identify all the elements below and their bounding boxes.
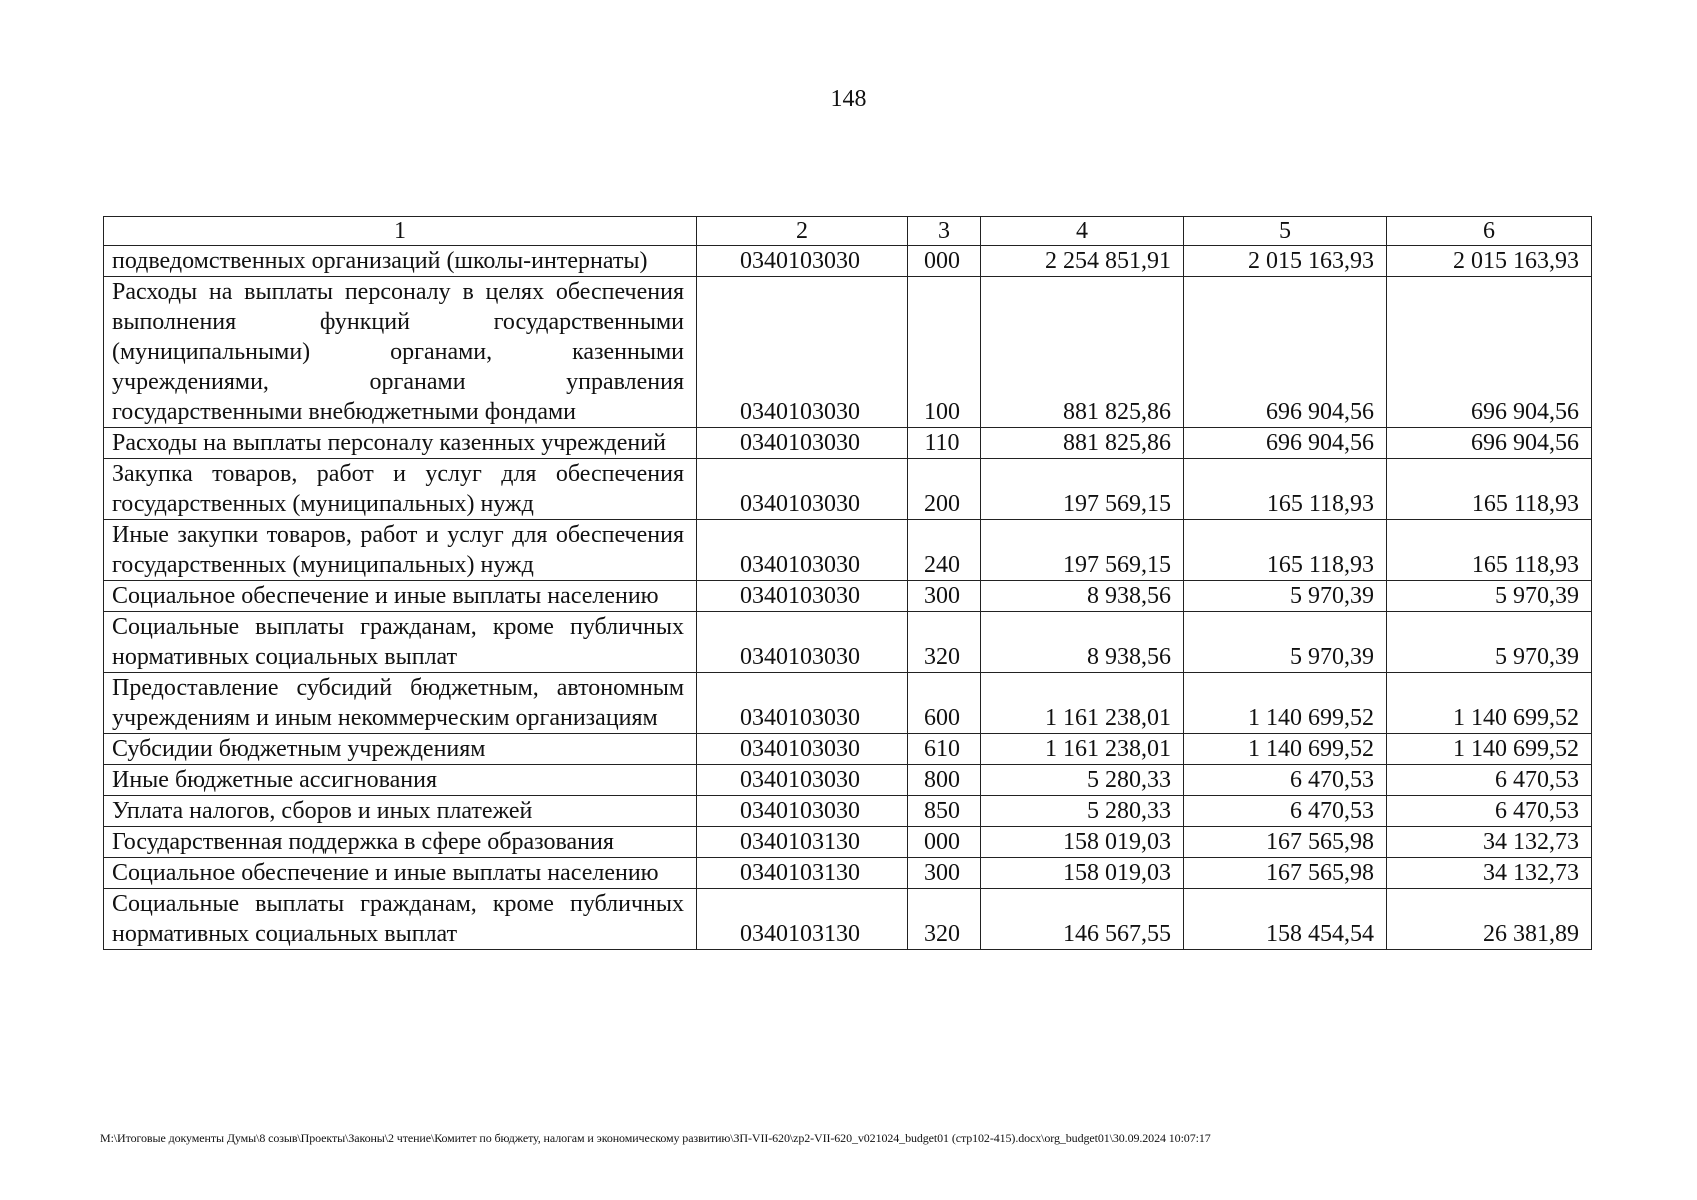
row-name: Социальное обеспечение и иные выплаты населению (104, 581, 697, 612)
row-value-col4: 158 019,03 (981, 858, 1184, 889)
table-row (104, 889, 1592, 950)
row-value-col5: 165 118,93 (1184, 459, 1387, 520)
row-expense-type: 610 (908, 734, 981, 765)
column-header-3: 3 (908, 217, 981, 246)
row-value-col6: 2 015 163,93 (1387, 246, 1592, 277)
row-value-col6: 5 970,39 (1387, 581, 1592, 612)
row-expense-type: 200 (908, 459, 981, 520)
table-row (104, 277, 1592, 428)
row-name: Иные закупки товаров, работ и услуг для обеспечения государственных (муниципальных) нужд (104, 520, 697, 581)
row-value-col4: 8 938,56 (981, 612, 1184, 673)
row-code: 0340103030 (697, 673, 908, 734)
row-expense-type: 850 (908, 796, 981, 827)
row-value-col5: 158 454,54 (1184, 889, 1387, 950)
row-code: 0340103130 (697, 889, 908, 950)
row-code: 0340103030 (697, 796, 908, 827)
row-value-col6: 696 904,56 (1387, 428, 1592, 459)
row-value-col5: 167 565,98 (1184, 858, 1387, 889)
row-code: 0340103130 (697, 858, 908, 889)
table-row (104, 827, 1592, 858)
table-row (104, 858, 1592, 889)
column-header-5: 5 (1184, 217, 1387, 246)
row-value-col6: 1 140 699,52 (1387, 734, 1592, 765)
row-value-col5: 2 015 163,93 (1184, 246, 1387, 277)
row-expense-type: 600 (908, 673, 981, 734)
column-header-1: 1 (104, 217, 697, 246)
row-name: Субсидии бюджетным учреждениям (104, 734, 697, 765)
row-code: 0340103030 (697, 277, 908, 428)
table-row (104, 459, 1592, 520)
row-value-col5: 165 118,93 (1184, 520, 1387, 581)
row-name: Расходы на выплаты персоналу в целях обеспечения выполнения функций государственными (муниципальными) органами, казенными учреждениями, органами управления государственными внебюджетными фондами (104, 277, 697, 428)
row-code: 0340103130 (697, 827, 908, 858)
row-value-col5: 5 970,39 (1184, 581, 1387, 612)
row-code: 0340103030 (697, 246, 908, 277)
row-value-col4: 146 567,55 (981, 889, 1184, 950)
table-row (104, 734, 1592, 765)
row-expense-type: 240 (908, 520, 981, 581)
row-expense-type: 320 (908, 889, 981, 950)
row-value-col4: 5 280,33 (981, 765, 1184, 796)
row-value-col4: 158 019,03 (981, 827, 1184, 858)
budget-table (103, 216, 1592, 950)
page-number: 148 (830, 86, 867, 112)
row-value-col6: 34 132,73 (1387, 827, 1592, 858)
row-name: Иные бюджетные ассигнования (104, 765, 697, 796)
row-name: Уплата налогов, сборов и иных платежей (104, 796, 697, 827)
table-row (104, 581, 1592, 612)
row-value-col4: 5 280,33 (981, 796, 1184, 827)
table-row (104, 246, 1592, 277)
table-row (104, 796, 1592, 827)
row-name: Социальные выплаты гражданам, кроме публичных нормативных социальных выплат (104, 612, 697, 673)
row-value-col6: 696 904,56 (1387, 277, 1592, 428)
row-code: 0340103030 (697, 428, 908, 459)
row-value-col5: 696 904,56 (1184, 277, 1387, 428)
row-name: подведомственных организаций (школы-интернаты) (104, 246, 697, 277)
row-expense-type: 800 (908, 765, 981, 796)
table-row (104, 520, 1592, 581)
table-row (104, 612, 1592, 673)
row-value-col5: 1 140 699,52 (1184, 734, 1387, 765)
row-value-col4: 881 825,86 (981, 277, 1184, 428)
table-row (104, 673, 1592, 734)
row-value-col4: 1 161 238,01 (981, 673, 1184, 734)
column-header-4: 4 (981, 217, 1184, 246)
row-value-col5: 6 470,53 (1184, 796, 1387, 827)
row-value-col5: 6 470,53 (1184, 765, 1387, 796)
row-value-col6: 5 970,39 (1387, 612, 1592, 673)
table-row (104, 428, 1592, 459)
row-value-col6: 165 118,93 (1387, 459, 1592, 520)
row-expense-type: 300 (908, 581, 981, 612)
row-name: Расходы на выплаты персоналу казенных учреждений (104, 428, 697, 459)
row-value-col4: 2 254 851,91 (981, 246, 1184, 277)
row-expense-type: 000 (908, 246, 981, 277)
row-value-col5: 5 970,39 (1184, 612, 1387, 673)
row-name: Государственная поддержка в сфере образования (104, 827, 697, 858)
row-code: 0340103030 (697, 520, 908, 581)
row-value-col4: 1 161 238,01 (981, 734, 1184, 765)
row-expense-type: 320 (908, 612, 981, 673)
row-value-col6: 165 118,93 (1387, 520, 1592, 581)
row-value-col4: 197 569,15 (981, 520, 1184, 581)
row-expense-type: 100 (908, 277, 981, 428)
row-name: Социальные выплаты гражданам, кроме публичных нормативных социальных выплат (104, 889, 697, 950)
row-name: Социальное обеспечение и иные выплаты населению (104, 858, 697, 889)
row-expense-type: 300 (908, 858, 981, 889)
row-expense-type: 110 (908, 428, 981, 459)
row-expense-type: 000 (908, 827, 981, 858)
row-value-col5: 167 565,98 (1184, 827, 1387, 858)
table-header-row (104, 217, 1592, 246)
row-value-col6: 34 132,73 (1387, 858, 1592, 889)
column-header-2: 2 (697, 217, 908, 246)
row-value-col6: 26 381,89 (1387, 889, 1592, 950)
row-code: 0340103030 (697, 765, 908, 796)
row-name: Закупка товаров, работ и услуг для обеспечения государственных (муниципальных) нужд (104, 459, 697, 520)
row-value-col5: 1 140 699,52 (1184, 673, 1387, 734)
row-value-col4: 197 569,15 (981, 459, 1184, 520)
document-path-footer: M:\Итоговые документы Думы\8 созыв\Проекты\Законы\2 чтение\Комитет по бюджету, налогам и экономическому развитию\ЗП-VII-620\zp2-VII-620_v021024_budget01 (стр102-415).docx\org_budget01\30.09.2024 10:07:17 (100, 1131, 1211, 1145)
row-code: 0340103030 (697, 459, 908, 520)
row-code: 0340103030 (697, 734, 908, 765)
column-header-6: 6 (1387, 217, 1592, 246)
row-value-col6: 6 470,53 (1387, 765, 1592, 796)
row-code: 0340103030 (697, 612, 908, 673)
row-value-col6: 6 470,53 (1387, 796, 1592, 827)
row-value-col5: 696 904,56 (1184, 428, 1387, 459)
row-value-col4: 8 938,56 (981, 581, 1184, 612)
row-code: 0340103030 (697, 581, 908, 612)
row-name: Предоставление субсидий бюджетным, автономным учреждениям и иным некоммерческим организациям (104, 673, 697, 734)
row-value-col4: 881 825,86 (981, 428, 1184, 459)
row-value-col6: 1 140 699,52 (1387, 673, 1592, 734)
table-row (104, 765, 1592, 796)
